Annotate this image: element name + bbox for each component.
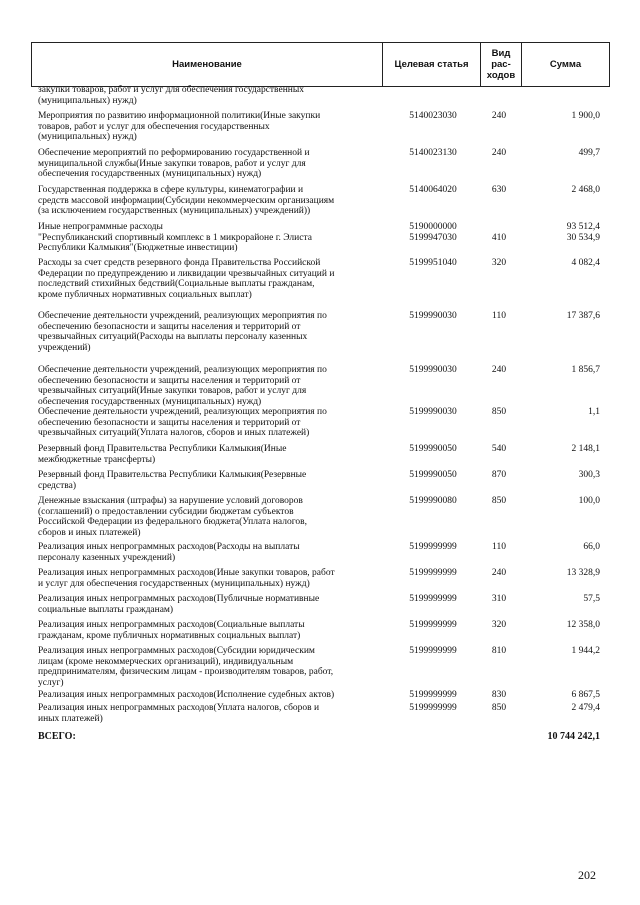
row-expense-type: 110 — [492, 542, 506, 552]
row-name — [38, 222, 368, 254]
row-sum: 1 900,0 — [571, 111, 600, 121]
row-name-line: "Республиканский спортивный комплекс в 1 микрорайоне г. Элиста — [38, 232, 312, 243]
row-name-line: Реализация иных непрограммных расходов(Публичные нормативные — [38, 594, 320, 604]
row-target-article: 5199990080 — [409, 496, 457, 506]
row-sum: 1,1 — [588, 407, 600, 417]
row-name-line: чрезвычайных ситуаций(Иные закупки товаров, работ и услуг для — [38, 386, 307, 397]
row-name — [38, 470, 368, 491]
header-expense-type — [481, 43, 522, 86]
row-name — [38, 185, 368, 217]
row-sum: 1 856,7 — [571, 365, 600, 375]
row-name-line: услуг) — [38, 677, 64, 688]
row-target-article: 5140064020 — [409, 185, 457, 195]
row-name — [38, 85, 368, 106]
row-name-line: и услуг для обеспечения государственных (муниципальных) нужд) — [38, 578, 310, 589]
header-sum: Сумма — [549, 59, 582, 70]
row-sum: 66,0 — [583, 542, 600, 552]
row-name-line: Мероприятия по развитию информационной политики(Иные закупки — [38, 111, 321, 121]
row-name-line: Иные непрограммные расходы — [38, 222, 163, 232]
row-sum: 12 358,0 — [566, 620, 600, 630]
row-name-line: Денежные взыскания (штрафы) за нарушение условий договоров — [38, 496, 303, 506]
row-sum: 6 867,5 — [571, 690, 600, 700]
row-name-line: Федерации по предупреждению и ликвидации чрезвычайных ситуаций и — [38, 268, 335, 279]
row-target-article: 5140023130 — [409, 148, 457, 158]
row-name-line: Обеспечение деятельности учреждений, реализующих мероприятия по — [38, 365, 327, 375]
row-name-line: Республики Калмыкия"(Бюджетные инвестиции) — [38, 243, 238, 254]
row-expense-type: 630 — [491, 185, 507, 195]
row-name — [38, 542, 368, 563]
row-target-article — [388, 222, 478, 243]
total-value: 10 744 242,1 — [547, 731, 600, 742]
row-expense-type: 850 — [491, 703, 507, 713]
row-sum: 1 944,2 — [571, 646, 600, 656]
row-name — [38, 407, 368, 439]
row-target-article: 5199990030 — [409, 365, 457, 375]
row-expense-type: 320 — [491, 620, 507, 630]
row-name — [38, 311, 368, 353]
row-expense-type: 240 — [491, 568, 507, 578]
row-name — [38, 690, 368, 701]
row-name-line: предпринимателям, физическим лицам - производителям товаров, работ, — [38, 667, 334, 678]
row-name-line: Реализация иных непрограммных расходов(Расходы на выплаты — [38, 542, 300, 552]
header-name: Наименование — [32, 43, 383, 86]
row-sum: 4 082,4 — [571, 258, 600, 268]
row-name — [38, 703, 368, 724]
row-name-line: средства) — [38, 480, 76, 491]
row-expense-type: 810 — [491, 646, 507, 656]
row-name-line: Реализация иных непрограммных расходов(Социальные выплаты — [38, 620, 305, 630]
row-expense-type: 830 — [491, 690, 507, 700]
row-name-line: Резервный фонд Правительства Республики Калмыкия(Резервные — [38, 470, 307, 480]
row-expense-type: 850 — [491, 407, 507, 417]
row-expense-type: 540 — [491, 444, 507, 454]
row-name — [38, 365, 368, 407]
row-name — [38, 148, 368, 180]
row-name-line: Реализация иных непрограммных расходов(Уплата налогов, сборов и — [38, 703, 320, 713]
row-expense-type: 240 — [491, 148, 507, 158]
row-name-line: (муниципальных) нужд) — [38, 132, 137, 143]
row-name-line: обеспечения государственных (муниципальных) нужд) — [38, 169, 262, 180]
total-label: ВСЕГО: — [38, 731, 76, 742]
row-expense-type: 240 — [491, 111, 507, 121]
row-expense-type: 310 — [491, 594, 507, 604]
page-number: 202 — [578, 868, 596, 882]
row-name-line: (за исключением государственных (муниципальных) учреждений)) — [38, 206, 311, 217]
table-header — [31, 42, 610, 87]
row-name-line: обеспечению безопасности и защиты населения и территорий от — [38, 321, 301, 332]
row-name — [38, 568, 368, 589]
row-sum: 300,3 — [578, 470, 600, 480]
row-sum — [528, 222, 600, 243]
row-target-article: 5199999999 — [409, 542, 457, 552]
header-expense-type-line: ходов — [486, 70, 516, 81]
row-name — [38, 258, 368, 300]
row-name-line: обеспечения государственных (муниципальных) нужд) — [38, 396, 262, 407]
row-name — [38, 594, 368, 615]
row-target-article: 5199990050 — [409, 470, 457, 480]
row-target-article: 5199999999 — [409, 690, 457, 700]
row-name-line: товаров, работ и услуг для обеспечения государственных — [38, 121, 270, 132]
row-name-line: Реализация иных непрограммных расходов(Исполнение судебных актов) — [38, 690, 335, 700]
row-expense-type: 320 — [491, 258, 507, 268]
row-name-line: иных платежей) — [38, 713, 103, 724]
row-name-line: кроме публичных нормативных социальных выплат) — [38, 289, 252, 300]
row-name — [38, 111, 368, 143]
row-target-article: 5199999999 — [409, 568, 457, 578]
row-name-line: обеспечению безопасности и защиты населения и территорий от — [38, 375, 301, 386]
row-name-line: Расходы за счет средств резервного фонда Правительства Российской — [38, 258, 321, 268]
row-name-line: Реализация иных непрограммных расходов(Субсидии юридическим — [38, 646, 315, 656]
row-sum-line: 30 534,9 — [566, 232, 600, 243]
row-sum: 499,7 — [578, 148, 600, 158]
header-target-article: Целевая статья — [383, 43, 481, 86]
row-name — [38, 496, 368, 538]
header-expense-type-line: рас- — [491, 59, 511, 70]
row-name-line: Обеспечение мероприятий по реформированию государственной и — [38, 148, 310, 158]
row-sum: 17 387,6 — [566, 311, 600, 321]
row-target-article: 5199990030 — [409, 311, 457, 321]
row-name-line: (муниципальных) нужд) — [38, 95, 137, 106]
row-name-line: межбюджетные трансферты) — [38, 454, 156, 465]
row-name-line: гражданам, кроме публичных нормативных социальных выплат) — [38, 630, 301, 641]
row-target-article-line: 5190000000 — [409, 222, 457, 232]
row-name-line: социальные выплаты гражданам) — [38, 604, 174, 615]
row-name-line: чрезвычайных ситуаций(Расходы на выплаты персоналу казенных — [38, 332, 308, 343]
row-sum: 2 468,0 — [571, 185, 600, 195]
row-name-line: Обеспечение деятельности учреждений, реализующих мероприятия по — [38, 311, 327, 321]
row-name — [38, 620, 368, 641]
row-target-article-line: 5199947030 — [409, 232, 457, 243]
row-expense-type: 240 — [491, 365, 507, 375]
row-target-article: 5199999999 — [409, 620, 457, 630]
row-target-article: 5199990030 — [409, 407, 457, 417]
row-name-line: сборов и иных платежей) — [38, 527, 141, 538]
row-name — [38, 646, 368, 688]
header-expense-type-line: Вид — [491, 48, 511, 59]
row-sum: 2 148,1 — [571, 444, 600, 454]
row-name-line: Российской Федерации из федерального бюджета(Уплата налогов, — [38, 517, 307, 528]
row-name-line: (соглашений) о предоставлении субсидии бюджетам субъектов — [38, 506, 294, 517]
row-name-line: обеспечению безопасности и защиты населения и территорий от — [38, 417, 301, 428]
row-name-line: закупки товаров, работ и услуг для обеспечения государственных — [38, 85, 305, 95]
row-sum-line: 93 512,4 — [566, 222, 600, 232]
row-target-article: 5199951040 — [409, 258, 457, 268]
row-name-line: средств массовой информации(Субсидии некоммерческим организациям — [38, 195, 335, 206]
row-name-line: муниципальной службы(Иные закупки товаров, работ и услуг для — [38, 158, 306, 169]
row-expense-type: 110 — [492, 311, 506, 321]
row-name-line: Резервный фонд Правительства Республики Калмыкия(Иные — [38, 444, 287, 454]
row-name-line: лицам (кроме некоммерческих организаций), индивидуальным — [38, 656, 294, 667]
row-sum: 100,0 — [578, 496, 600, 506]
row-name-line: Государственная поддержка в сфере культуры, кинематографии и — [38, 185, 304, 195]
row-target-article: 5140023030 — [409, 111, 457, 121]
row-target-article: 5199990050 — [409, 444, 457, 454]
row-target-article: 5199999999 — [409, 703, 457, 713]
row-name-line: последствий стихийных бедствий(Социальные выплаты гражданам, — [38, 279, 315, 290]
row-expense-type: 850 — [491, 496, 507, 506]
row-sum: 57,5 — [583, 594, 600, 604]
row-name-line: Реализация иных непрограммных расходов(Иные закупки товаров, работ — [38, 568, 335, 578]
row-name-line: персоналу казенных учреждений) — [38, 552, 176, 563]
row-name-line: чрезвычайных ситуаций(Уплата налогов, сборов и иных платежей) — [38, 428, 310, 439]
row-sum: 13 328,9 — [566, 568, 600, 578]
row-target-article: 5199999999 — [409, 646, 457, 656]
row-name-line: учреждений) — [38, 342, 91, 353]
row-sum: 2 479,4 — [571, 703, 600, 713]
row-name — [38, 444, 368, 465]
row-expense-type: 870 — [491, 470, 507, 480]
row-expense-type: 410 — [491, 232, 507, 243]
row-target-article: 5199999999 — [409, 594, 457, 604]
row-name-line: Обеспечение деятельности учреждений, реализующих мероприятия по — [38, 407, 327, 417]
